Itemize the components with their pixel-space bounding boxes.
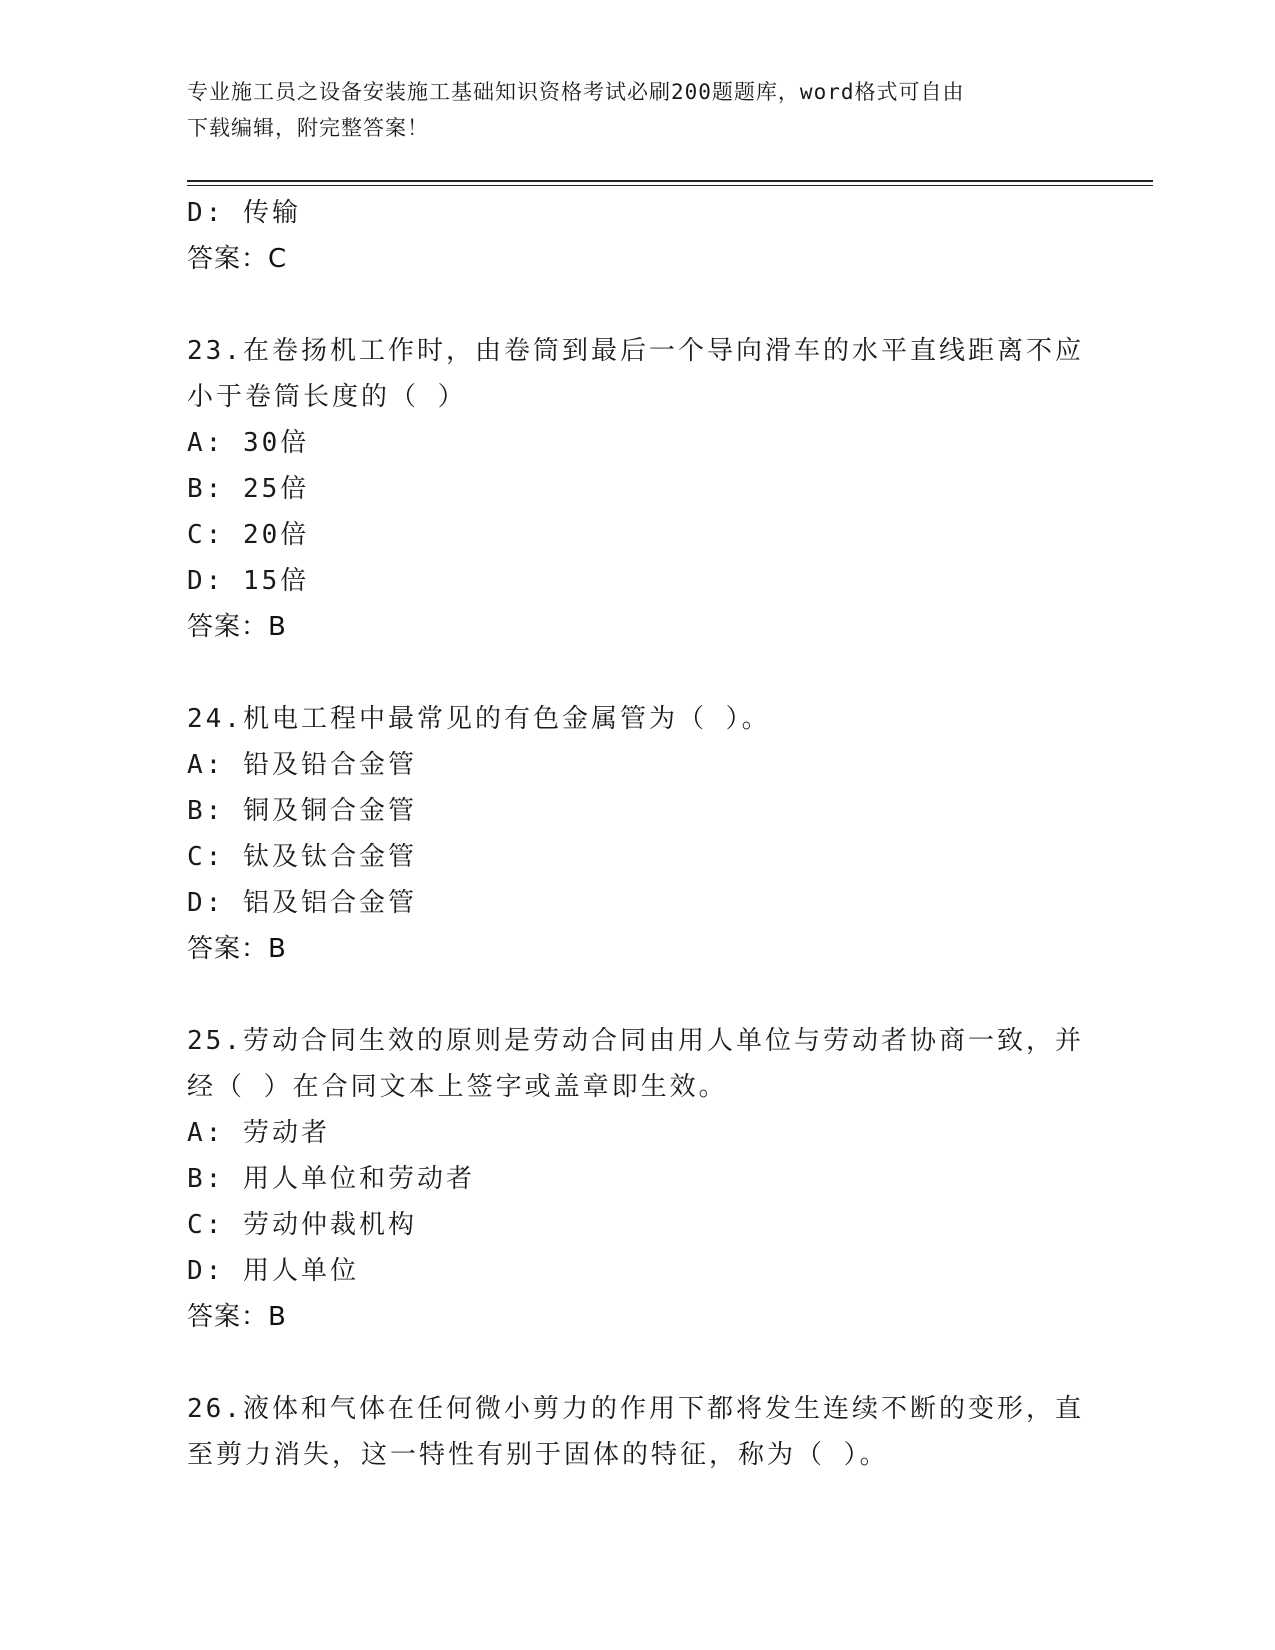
question-text-line-1: 23.在卷扬机工作时，由卷筒到最后一个导向滑车的水平直线距离不应 bbox=[187, 336, 1084, 366]
spacer bbox=[187, 650, 1087, 696]
option-c: C: 20倍 bbox=[187, 520, 310, 550]
answer: 答案：B bbox=[187, 934, 287, 964]
option-a: A: 铅及铅合金管 bbox=[187, 750, 417, 780]
question-text-line-2: 至剪力消失，这一特性有别于固体的特征，称为（ ）。 bbox=[187, 1440, 889, 1470]
header-rule-thick bbox=[187, 180, 1153, 182]
question-25 bbox=[187, 1018, 1087, 1340]
question-text-line-2: 经（ ）在合同文本上签字或盖章即生效。 bbox=[187, 1072, 728, 1102]
question-text-line-1: 24.机电工程中最常见的有色金属管为（ ）。 bbox=[187, 704, 771, 734]
document-body bbox=[187, 190, 1087, 1478]
header-line-1: 专业施工员之设备安装施工基础知识资格考试必刷200题题库，word格式可自由 bbox=[187, 80, 965, 104]
header-rule-thin bbox=[187, 185, 1153, 186]
question-text-line-1: 25.劳动合同生效的原则是劳动合同由用人单位与劳动者协商一致，并 bbox=[187, 1026, 1084, 1056]
question-24 bbox=[187, 696, 1087, 972]
option-d: D: 铝及铝合金管 bbox=[187, 888, 417, 918]
option-c: C: 钛及钛合金管 bbox=[187, 842, 417, 872]
question-text-line-1: 26.液体和气体在任何微小剪力的作用下都将发生连续不断的变形，直 bbox=[187, 1394, 1084, 1424]
answer: 答案：B bbox=[187, 612, 287, 642]
option-b: B: 用人单位和劳动者 bbox=[187, 1164, 475, 1194]
option-d: D: 15倍 bbox=[187, 566, 310, 596]
option-d: D: 用人单位 bbox=[187, 1256, 359, 1286]
spacer bbox=[187, 1340, 1087, 1386]
spacer bbox=[187, 972, 1087, 1018]
question-26 bbox=[187, 1386, 1087, 1478]
prev-option-d: D: 传输 bbox=[187, 198, 301, 228]
option-c: C: 劳动仲裁机构 bbox=[187, 1210, 417, 1240]
option-a: A: 劳动者 bbox=[187, 1118, 330, 1148]
header-line-2: 下载编辑，附完整答案！ bbox=[187, 116, 429, 140]
question-23 bbox=[187, 328, 1087, 650]
spacer bbox=[187, 282, 1087, 328]
answer: 答案：B bbox=[187, 1302, 287, 1332]
option-b: B: 铜及铜合金管 bbox=[187, 796, 417, 826]
document-header bbox=[187, 74, 1067, 146]
question-text-line-2: 小于卷筒长度的（ ） bbox=[187, 382, 467, 412]
option-b: B: 25倍 bbox=[187, 474, 310, 504]
option-a: A: 30倍 bbox=[187, 428, 310, 458]
prev-answer: 答案：C bbox=[187, 244, 288, 274]
